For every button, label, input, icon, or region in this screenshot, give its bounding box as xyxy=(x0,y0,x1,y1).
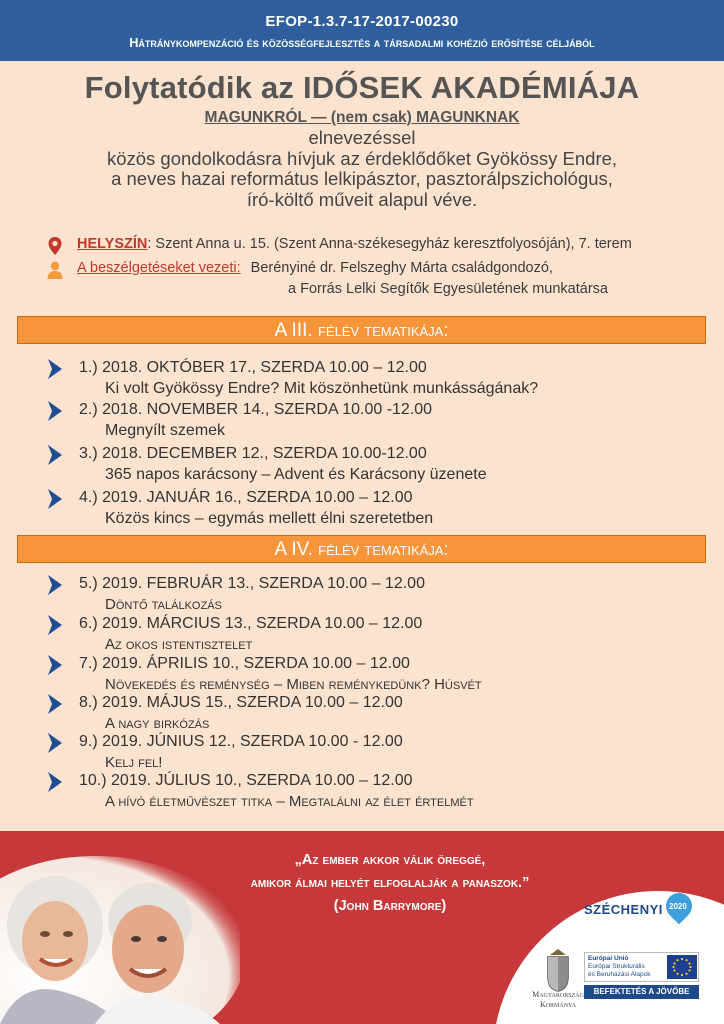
eu-logo xyxy=(584,952,699,982)
program-subtitle: MAGUNKRÓL — (nem csak) MAGUNKNAK xyxy=(204,109,520,126)
session-date: 2.) 2018. NOVEMBER 14., SZERDA 10.00 -12.00 xyxy=(79,401,433,418)
session-item xyxy=(47,487,687,529)
eu-slogan: BEFEKTETÉS A JÖVŐBE xyxy=(584,985,699,999)
location-pin-icon xyxy=(45,236,65,256)
session-item xyxy=(47,573,687,615)
header-banner xyxy=(0,0,724,61)
info-section xyxy=(45,234,705,300)
chevron-right-icon xyxy=(47,654,63,676)
session-date: 3.) 2018. DECEMBER 12., SZERDA 10.00-12.00 xyxy=(79,445,427,462)
session-topic: Az okos istentisztelet xyxy=(105,636,253,653)
project-subtitle: Hátránykompenzáció és közösségfejlesztés a társadalmi kohézió erősítése céljából xyxy=(129,36,595,50)
session-date: 8.) 2019. MÁJUS 15., SZERDA 10.00 – 12.00 xyxy=(79,694,403,711)
chevron-right-icon xyxy=(47,358,63,380)
szechenyi-year: 2020 xyxy=(669,902,687,911)
semester-4-heading xyxy=(17,535,706,563)
chevron-right-icon xyxy=(47,574,63,596)
session-item xyxy=(47,653,687,695)
leader-label: A beszélgetéseket vezeti: xyxy=(77,260,241,276)
session-topic: Ki volt Gyökössy Endre? Mit köszönhetünk munkásságának? xyxy=(105,380,539,397)
session-item xyxy=(47,357,687,399)
intro-line: a neves hazai református lelkipásztor, pasztorálpszichológus, xyxy=(111,168,613,189)
page-title: Folytatódik az IDŐSEK AKADÉMIÁJA xyxy=(84,70,640,105)
eu-flag-icon xyxy=(667,955,697,979)
szechenyi-logo: SZÉCHENYI xyxy=(584,902,663,917)
semester-3-number: A III. xyxy=(274,320,313,341)
session-date: 1.) 2018. OKTÓBER 17., SZERDA 10.00 – 12.00 xyxy=(79,359,427,376)
leader-line2: a Forrás Lelki Segítők Egyesületének munkatársa xyxy=(288,281,608,297)
government-line-2: Kormánya xyxy=(539,1000,577,1009)
session-item xyxy=(47,692,687,734)
location-row xyxy=(45,234,705,255)
chevron-right-icon xyxy=(47,488,63,510)
chevron-right-icon xyxy=(47,400,63,422)
session-topic: Döntő találkozás xyxy=(105,596,222,613)
session-date: 7.) 2019. ÁPRILIS 10., SZERDA 10.00 – 12.00 xyxy=(79,655,410,672)
chevron-right-icon xyxy=(47,771,63,793)
person-icon xyxy=(45,260,65,280)
session-item xyxy=(47,399,687,441)
government-line-1: Magyarország xyxy=(532,990,584,999)
quote-block xyxy=(170,849,610,918)
session-date: 5.) 2019. FEBRUÁR 13., SZERDA 10.00 – 12.00 xyxy=(79,575,425,592)
leader-line1: Berényiné dr. Felszeghy Márta családgondozó, xyxy=(250,260,553,276)
session-date: 6.) 2019. MÁRCIUS 13., SZERDA 10.00 – 12.00 xyxy=(79,615,423,632)
location-text: : Szent Anna u. 15. (Szent Anna-székesegyház keresztfolyosóján), 7. terem xyxy=(147,236,632,252)
semester-3-label: félév tematikája: xyxy=(317,320,449,340)
session-item xyxy=(47,613,687,655)
session-topic: Megnyílt szemek xyxy=(105,422,226,439)
quote-line: „Az ember akkor válik öreggé, xyxy=(294,852,486,868)
session-item xyxy=(47,770,687,812)
session-topic: 365 napos karácsony – Advent és Karácsony üzenete xyxy=(105,466,487,483)
intro-line: közös gondolkodásra hívjuk az érdeklődőket Gyökössy Endre, xyxy=(106,147,618,169)
session-topic: Növekedés és reménység – Miben reménykedünk? Húsvét xyxy=(105,676,482,693)
project-code: EFOP-1.3.7-17-2017-00230 xyxy=(265,13,459,30)
session-topic: A hívó életművészet titka – Megtalálni az élet értelmét xyxy=(105,793,474,810)
session-date: 4.) 2019. JANUÁR 16., SZERDA 10.00 – 12.00 xyxy=(79,489,413,506)
quote-line: amikor álmai helyét elfoglalják a panaszok.” xyxy=(250,875,530,891)
location-label: HELYSZÍN xyxy=(77,236,148,252)
title-block xyxy=(0,70,724,210)
eu-line-1: Európai Unió xyxy=(588,955,629,962)
chevron-right-icon xyxy=(47,693,63,715)
semester-4-number: A IV. xyxy=(274,539,313,560)
leader-row xyxy=(45,258,705,279)
eu-line-3: és Beruházási Alapok xyxy=(588,971,651,978)
intro-line: író-költő műveit alapul véve. xyxy=(246,188,478,210)
session-topic: A nagy birkózás xyxy=(105,715,210,732)
semester-4-label: félév tematikája: xyxy=(318,539,449,559)
session-topic: Közös kincs – egymás mellett élni szeretetben xyxy=(105,510,434,527)
semester-3-heading xyxy=(17,316,706,344)
quote-author: (John Barrymore) xyxy=(333,898,447,914)
session-item xyxy=(47,443,687,485)
session-date: 9.) 2019. JÚNIUS 12., SZERDA 10.00 - 12.00 xyxy=(79,733,403,750)
session-topic: Kelj fel! xyxy=(105,754,163,771)
session-item xyxy=(47,731,687,773)
chevron-right-icon xyxy=(47,444,63,466)
intro-line: elnevezéssel xyxy=(308,127,416,148)
eu-logo-text xyxy=(588,955,651,979)
session-date: 10.) 2019. JÚLIUS 10., SZERDA 10.00 – 12.00 xyxy=(79,772,413,789)
eu-line-2: Európai Strukturális xyxy=(588,963,645,970)
chevron-right-icon xyxy=(47,614,63,636)
chevron-right-icon xyxy=(47,732,63,754)
